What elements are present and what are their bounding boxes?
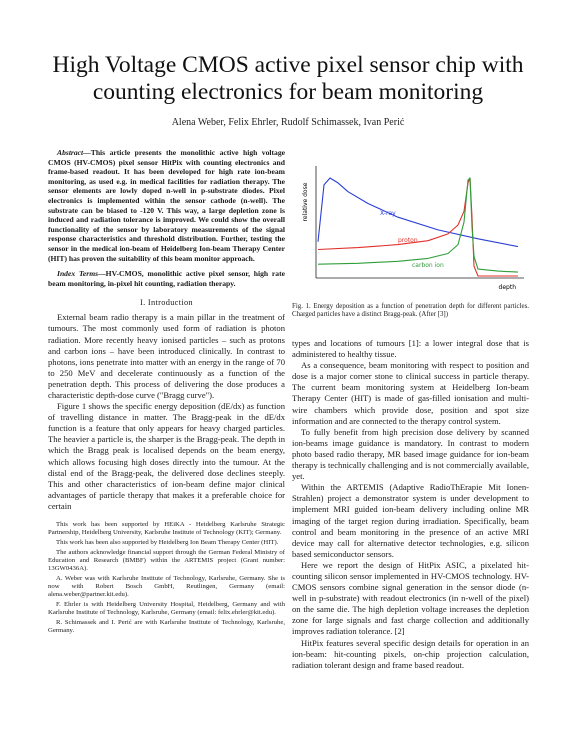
footnote: R. Schimassek and I. Perić are with Karlsruhe Institute of Technology, Karlsruhe, Germany.	[48, 618, 285, 634]
y-axis-label: relative dose	[302, 182, 309, 222]
series-line-x-ray	[318, 178, 518, 247]
depth-dose-chart	[292, 160, 529, 300]
abstract-text: —This article presents the monolithic active high voltage CMOS (HV-CMOS) pixel sensor HitPix with counting electronics and frame-based readout. It has been developed for high rate ion-beam monitoring, as used e.g. in medical facilities for radiation therapy. The sensor elements are lowly doped n-well in p-substrate diodes. Pixel electronics is implemented within the sensor cathode (n-well). The substrate can be biased to -120 V. This way, a large depletion zone is induced and radiation tolerance is improved. We could show the overall functionality of the sensor by laboratory measurements of the signal response characteristics and threshold distribution. Further, testing the sensor in the medical ion-beam of Heidelberg Ion-beam Therapy Center (HIT) has proven the suitability of this beam monitor approach.	[48, 148, 285, 263]
right-column	[292, 338, 529, 671]
footnote: This work has been supported by HEiKA - Heidelberg Karlsruhe Strategic Partnership, Heidelberg University, Karlsruhe Institute of Technology (KIT); Germany.	[48, 521, 285, 537]
author-list: Alena Weber, Felix Ehrler, Rudolf Schimassek, Ivan Perić	[171, 117, 405, 128]
footnote: This work has been also supported by Heidelberg Ion Beam Therapy Center (HIT).	[56, 538, 279, 546]
right-paragraph: types and locations of tumours [1]: a lower integral dose that is administered to healthy tissue.	[292, 338, 529, 360]
right-paragraph: Within the ARTEMIS (Adaptive RadioThErapie Mit Ionen-Strahlen) project a demonstrator system is under development to implement MRI guided ion-beam delivery including online MR imaging of the target region during irradiation. Specifically, beam control and beam monitoring in the presence of an active MRI device may call for alternative detector technologies, e.g. silicon based semiconductor sensors.	[292, 482, 529, 559]
figure-caption: Fig. 1. Energy deposition as a function of penetration depth for different particles. Charged particles have a distinct Bragg-peak. (After [3])	[292, 303, 529, 319]
series-label: X-ray	[380, 210, 396, 217]
series-layer	[318, 178, 518, 276]
footnote: A. Weber was with Karlsruhe Institute of Technology, Karlsruhe, Germany. She is now with Robert Bosch GmbH, Reutlingen, Germany (email: alena.weber@partner.kit.edu).	[48, 574, 285, 599]
left-column	[48, 148, 285, 637]
series-label: proton	[398, 237, 418, 244]
footnote: F. Ehrler is with Heidelberg University Hospital, Heidelberg, Germany and with Karlsruhe Institute of Technology, Karlsruhe, Germany (email: felix.ehrler@kit.edu).	[48, 600, 285, 617]
series-label: carbon ion	[412, 262, 444, 269]
right-paragraph: Here we report the design of HitPix ASIC, a pixelated hit-counting silicon sensor implemented in HV-CMOS technology. HV-CMOS sensors combine signal generation in the sensor diode (n-well in p-substrate) with readout electronics (in n-well of the pixel) on the same die. The high depletion voltage increases the depletion zone for large signals and fast charge collection and additionally improves radiation tolerance. [2]	[292, 559, 529, 637]
footnote: The authors acknowledge financial support through the German Federal Ministry of Education and Research (BMBF) within the ARTEMIS project (Grant number: 13GW0436A).	[48, 548, 285, 573]
paper-title: High Voltage CMOS active pixel sensor chip with counting electronics for beam monitoring	[52, 52, 524, 105]
right-paragraph: HitPix features several specific design details for operation in an ion-beam: hit-counting pixels, on-chip projection calculation, radiation tolerant design and frame based readout.	[292, 637, 529, 670]
right-paragraph: As a consequence, beam monitoring with respect to position and dose is a major corner stone to clinical success in particle therapy. The current beam monitoring system at Heidelberg Ion-beam Therapy Center (HIT) is made of gas-filled ionisation and multi-wire chambers which provide dose, position and spot size information and are connected to the therapy control system.	[292, 360, 529, 426]
footnotes	[48, 521, 285, 635]
abstract	[48, 148, 285, 263]
index-terms	[48, 269, 285, 288]
index-terms-label: Index Terms	[57, 269, 99, 279]
x-axis-label: depth	[498, 284, 516, 291]
intro-paragraph-2: Figure 1 shows the specific energy deposition (dE/dx) as function of travelling distance in matter. The Bragg-peak in the dE/dx function is a feature that only appears for heavy charged particles. The heavier a particle is, the sharper is the Bragg-peak. The depth in which the Bragg peak is localised depends on the beam energy, which allows focusing high doses directly into the tumour. At the distal end of the Bragg-peak, the delivered dose declines steeply. This and other characteristics of ion-beam define major clinical advantages of particle therapy that makes it a preferable choice for certain	[48, 401, 285, 511]
intro-paragraph-1: External beam radio therapy is a main pillar in the treatment of tumours. The most commonly used form of radiation is photon radiation. More recently heavy ionised particles – such as protons and carbon ions – have been introduced clinically. In contrast to photons, ions penetrate into matter with an energy in the range of 70 to 250 MeV and decelerate continuously as a function of the penetration depth. This process of delivering the dose produces a characteristic depth-dose curve ("Bragg curve").	[48, 312, 285, 400]
index-terms-text: —HV-CMOS, monolithic active pixel sensor, high rate beam monitoring, in-pixel hit counting, radiation therapy.	[48, 269, 285, 288]
section-heading-introduction: I. Introduction	[140, 298, 193, 308]
figure-1	[292, 160, 529, 300]
right-paragraph: To fully benefit from high precision dose delivery by scanned ion-beams image guidance is mandatory. In contrast to modern photo based radio therapy, MR based image guidance for ion-beam therapy is technically challenging and is not commercially available, yet.	[292, 426, 529, 482]
abstract-label: Abstract	[57, 148, 84, 157]
